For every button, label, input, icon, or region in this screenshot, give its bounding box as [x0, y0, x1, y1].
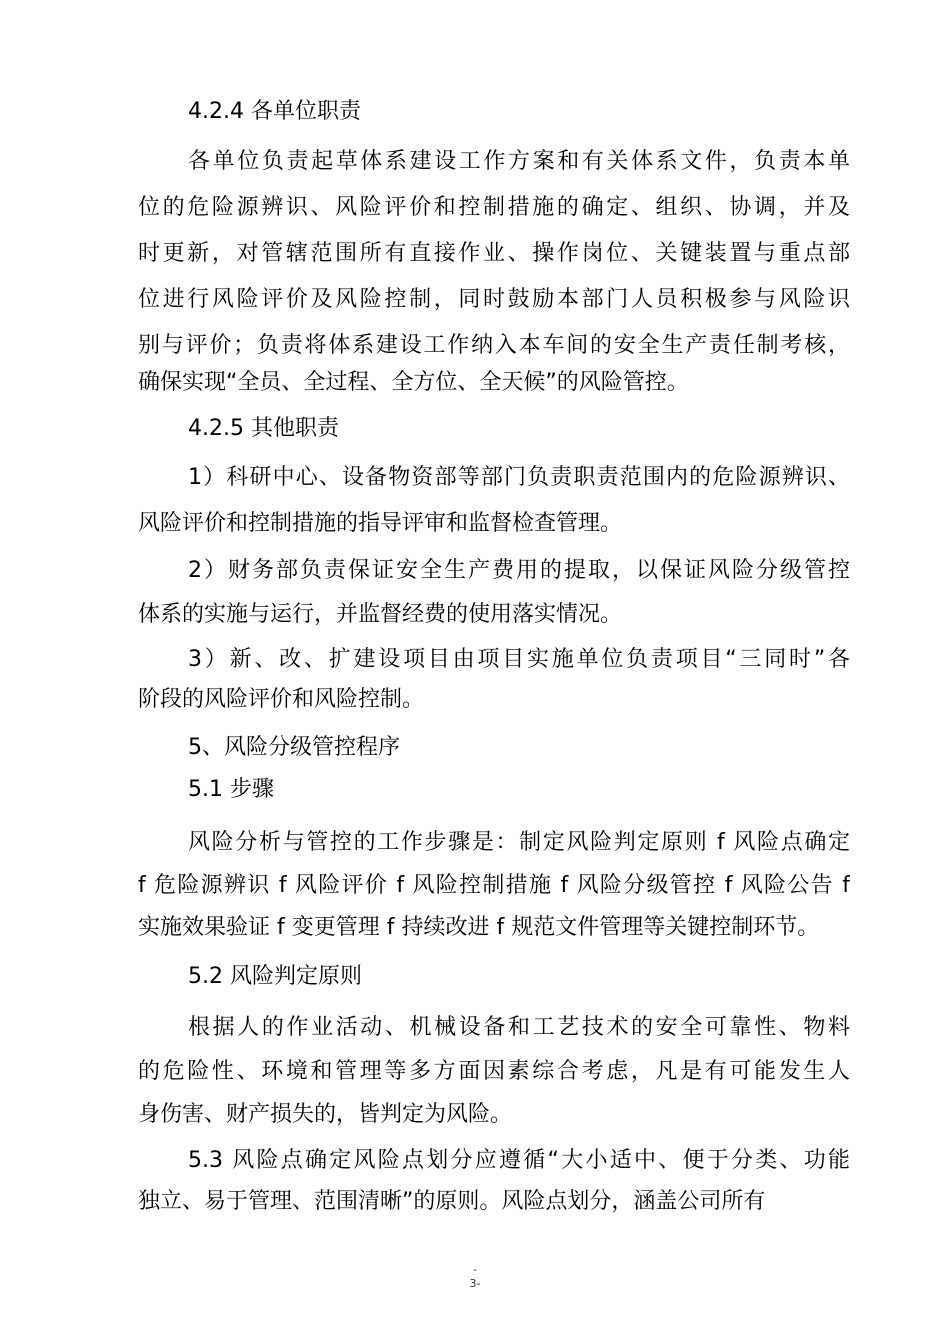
paragraph-line: 实施效果验证 f 变更管理 f 持续改进 f 规范文件管理等关键控制环节。	[138, 915, 820, 940]
section-heading-5: 5、风险分级管控程序	[188, 735, 400, 760]
paragraph-line: 确保实现“全员、全过程、全方位、全天候”的风险管控。	[138, 370, 689, 395]
list-item-line: 3）新、改、扩建设项目由项目实施单位负责项目“三同时”各	[188, 647, 850, 672]
list-item-line: 阶段的风险评价和风险控制。	[138, 687, 425, 712]
list-item-line: 风险评价和控制措施的指导评审和监督检查管理。	[138, 511, 623, 536]
paragraph-line: 风险分析与管控的工作步骤是：制定风险判定原则 f 风险点确定	[188, 830, 850, 855]
section-heading-5-2: 5.2 风险判定原则	[188, 964, 362, 989]
paragraph-line: 根据人的作业活动、机械设备和工艺技术的安全可靠性、物料	[188, 1015, 850, 1040]
paragraph-line: 独立、易于管理、范围清晰”的原则。风险点划分，涵盖公司所有	[138, 1189, 766, 1214]
list-item-line: 1）科研中心、设备物资部等部门负责职责范围内的危险源辨识、	[188, 465, 850, 490]
list-item-line: 体系的实施与运行，并监督经费的使用落实情况。	[138, 602, 623, 627]
section-heading-5-1: 5.1 步骤	[188, 777, 274, 802]
paragraph-line: 的危险性、环境和管理等多方面因素综合考虑，凡是有可能发生人	[138, 1059, 850, 1084]
paragraph-line: 各单位负责起草体系建设工作方案和有关体系文件，负责本单	[188, 149, 850, 174]
section-heading-5-3: 5.3 风险点确定风险点划分应遵循“大小适中、便于分类、功能	[188, 1148, 850, 1173]
paragraph-line: 时更新，对管辖范围所有直接作业、操作岗位、关键装置与重点部	[138, 241, 850, 266]
paragraph-line: 位的危险源辨识、风险评价和控制措施的确定、组织、协调，并及	[138, 195, 850, 220]
paragraph-line: 身伤害、财产损失的，皆判定为风险。	[138, 1102, 513, 1127]
section-heading-4-2-5: 4.2.5 其他职责	[188, 416, 339, 441]
paragraph-line: f 危险源辨识 f 风险评价 f 风险控制措施 f 风险分级管控 f 风险公告 f	[138, 873, 850, 898]
paragraph-line: 位进行风险评价及风险控制，同时鼓励本部门人员积极参与风险识	[138, 287, 850, 312]
page-number: 3-	[469, 1277, 481, 1290]
section-heading-4-2-4: 4.2.4 各单位职责	[188, 99, 361, 124]
paragraph-line: 别与评价；负责将体系建设工作纳入本车间的安全生产责任制考核，	[138, 333, 850, 358]
list-item-line: 2）财务部负责保证安全生产费用的提取，以保证风险分级管控	[188, 558, 850, 583]
footer-dash: -	[473, 1263, 477, 1276]
